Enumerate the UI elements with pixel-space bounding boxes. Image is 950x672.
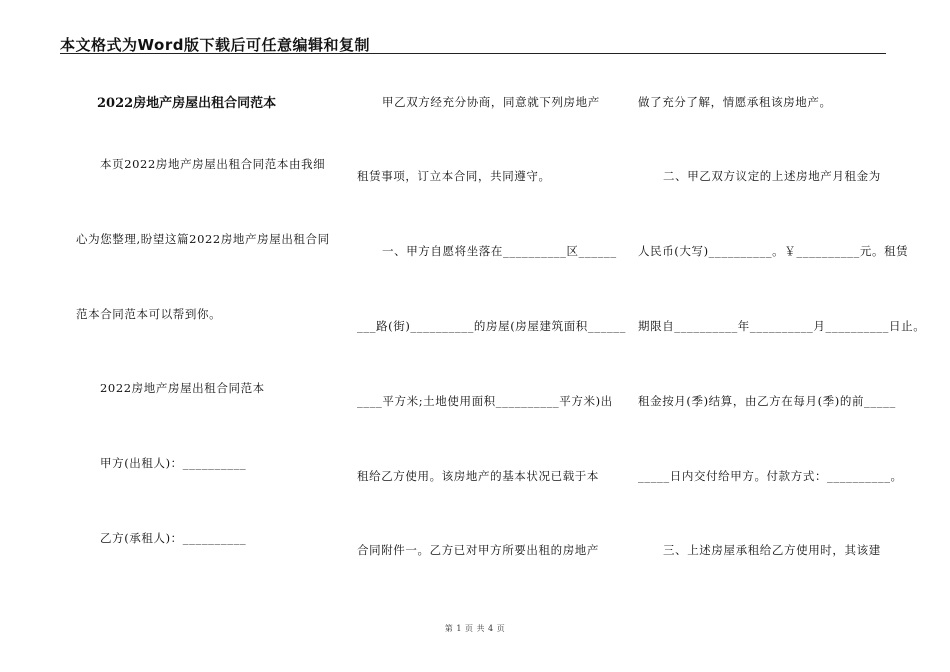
text-line: 一、甲方自愿将坐落在__________区______ xyxy=(382,244,617,258)
header-divider xyxy=(60,53,886,54)
text-line: 租赁事项，订立本合同，共同遵守。 xyxy=(357,169,551,183)
text-line: 2022房地产房屋出租合同范本 xyxy=(100,381,265,395)
text-line: 租金按月(季)结算，由乙方在每月(季)的前_____ xyxy=(638,394,896,408)
text-line: 本页2022房地产房屋出租合同范本由我细 xyxy=(100,157,326,171)
document-title: 2022房地产房屋出租合同范本 xyxy=(97,96,277,111)
text-line: 人民币(大写)__________。￥__________元。租赁 xyxy=(638,244,909,258)
text-line: 范本合同范本可以帮到你。 xyxy=(76,307,222,321)
text-line: 乙方(承租人)：__________ xyxy=(100,531,247,545)
text-line: ___路(街)__________的房屋(房屋建筑面积______ xyxy=(357,319,627,333)
text-line: 二、甲乙双方议定的上述房地产月租金为 xyxy=(663,169,881,183)
text-line: 期限自__________年__________月__________日止。 xyxy=(638,319,926,333)
text-line: _____日内交付给甲方。付款方式：__________。 xyxy=(638,469,903,483)
text-line: 合同附件一。乙方已对甲方所要出租的房地产 xyxy=(357,543,599,557)
text-line: 做了充分了解，情愿承租该房地产。 xyxy=(638,95,832,109)
text-line: 心为您整理,盼望这篇2022房地产房屋出租合同 xyxy=(76,232,330,246)
text-line: 租给乙方使用。该房地产的基本状况已载于本 xyxy=(357,469,599,483)
text-line: 甲方(出租人)：__________ xyxy=(100,456,247,470)
text-line: ____平方米;土地使用面积__________平方米)出 xyxy=(357,394,613,408)
page-number-footer: 第 1 页 共 4 页 xyxy=(444,624,506,633)
text-line: 甲乙双方经充分协商，同意就下列房地产 xyxy=(382,95,600,109)
document-header-banner: 本文格式为Word版下载后可任意编辑和复制 xyxy=(60,36,370,54)
text-line: 三、上述房屋承租给乙方使用时，其该建 xyxy=(663,543,881,557)
